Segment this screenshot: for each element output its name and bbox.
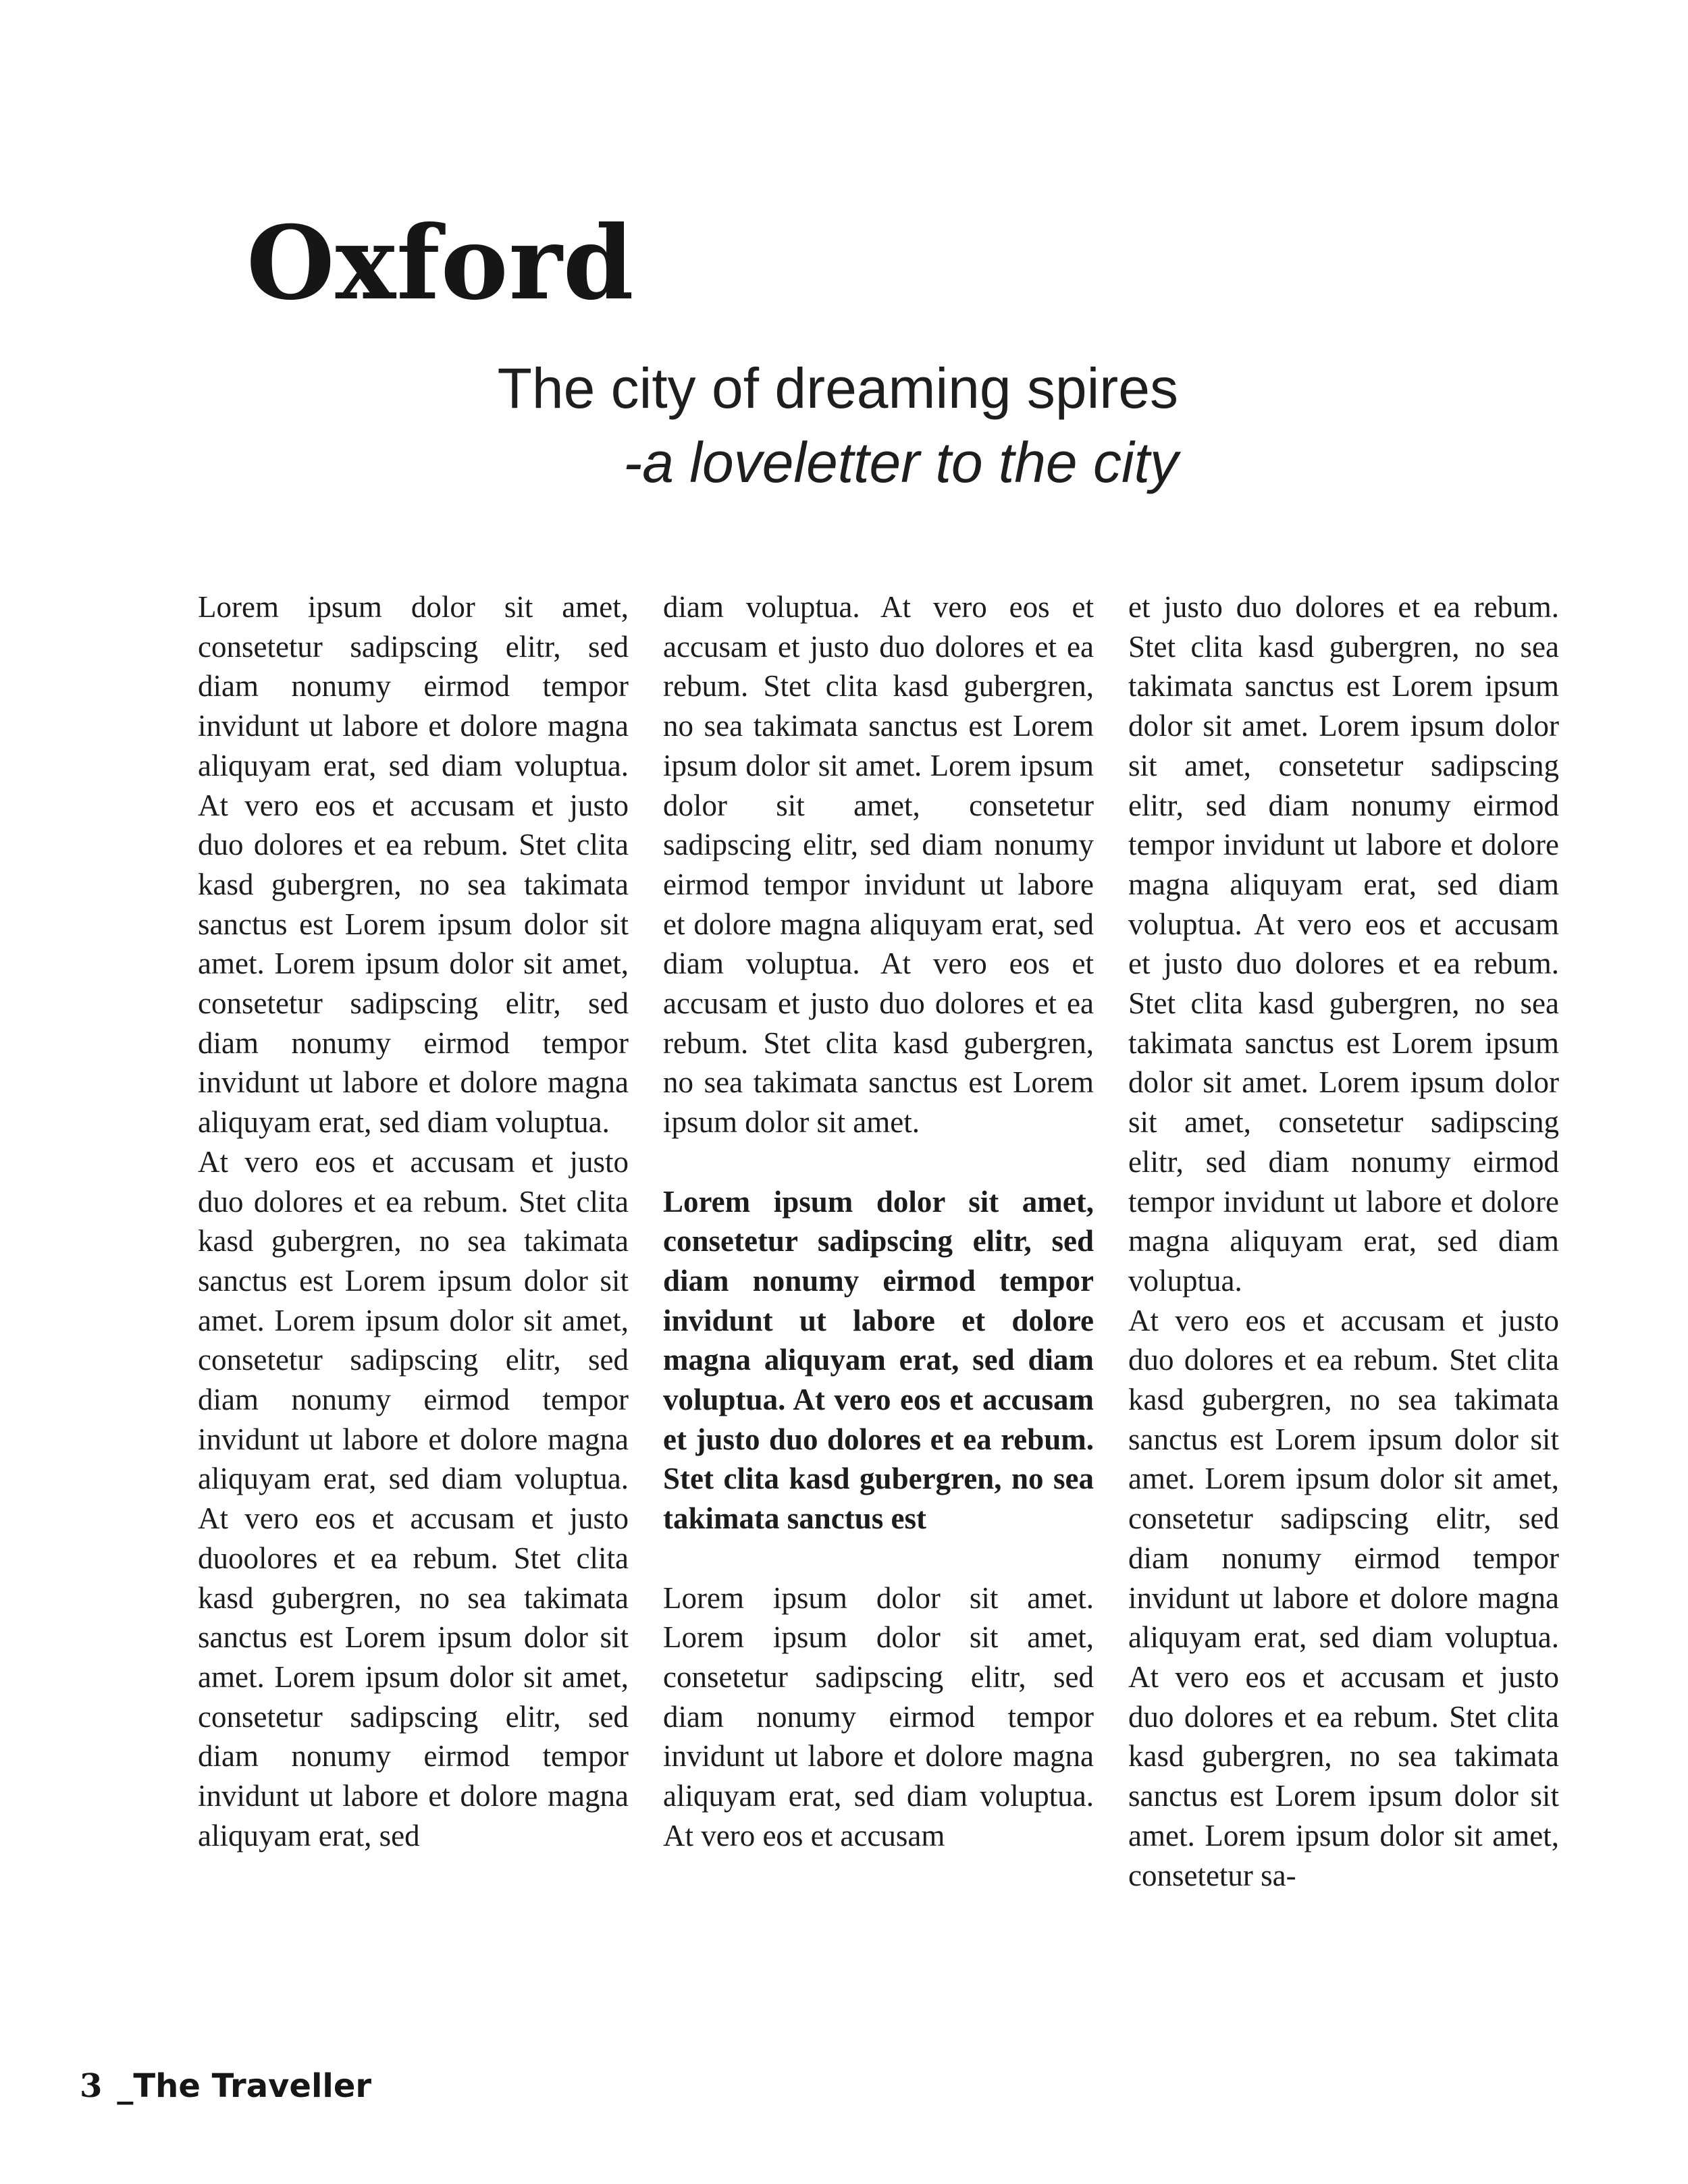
body-paragraph: Lorem ipsum dolor sit amet, consetetur sadipscing elitr, sed diam nonumy eirmod tempor invidunt ut labore et dolore magna aliquyam erat, sed diam voluptua. At vero eos et accusam et justo duo dolores et ea rebum. Stet clita kasd gubergren, no sea takimata sanctus est Lorem ipsum dolor sit amet. Lorem ipsum dolor sit amet, consetetur sadipscing elitr, sed diam nonumy eirmod tempor invidunt ut labore et dolore magna aliquyam erat, sed diam voluptua.: [198, 590, 629, 1140]
body-paragraph: At vero eos et accusam et justo duo dolores et ea rebum. Stet clita kasd gubergren, no sea takimata sanctus est Lorem ipsum dolor sit amet. Lorem ipsum dolor sit amet, consetetur sadipscing elitr, sed diam nonumy eirmod tempor invidunt ut labore et dolore magna aliquyam erat, sed diam voluptua. At vero eos et accusam et justo duo dolores et ea rebum. Stet clita kasd gubergren, no sea takimata sanctus est Lorem ipsum dolor sit amet. Lorem ipsum dolor sit amet, consetetur sa-: [1128, 1303, 1559, 1892]
page-footer: [80, 2066, 371, 2106]
body-paragraph: et justo duo dolores et ea rebum. Stet clita kasd gubergren, no sea takimata sanctus est Lorem ipsum dolor sit amet. Lorem ipsum dolor sit amet, consetetur sadipscing elitr, sed diam nonumy eirmod tempor invidunt ut labore et dolore magna aliquyam erat, sed diam voluptua. At vero eos et accusam et justo duo dolores et ea rebum. Stet clita kasd gubergren, no sea takimata sanctus est Lorem ipsum dolor sit amet. Lorem ipsum dolor sit amet, consetetur sadipscing elitr, sed diam nonumy eirmod tempor invidunt ut labore et dolore magna aliquyam erat, sed diam voluptua.: [1128, 590, 1559, 1298]
article-body: [198, 587, 1559, 1895]
page-number: 3: [80, 2067, 103, 2105]
article-title: Oxford: [246, 204, 635, 323]
article-subtitle-block: [498, 351, 1178, 500]
text-column-3: [1128, 587, 1559, 1895]
text-column-1: [198, 587, 629, 1895]
article-subtitle: The city of dreaming spires: [497, 356, 1178, 420]
article-tagline: -a loveletter to the city: [623, 431, 1178, 494]
bold-lead-paragraph: Lorem ipsum dolor sit amet, consetetur sadipscing elitr, sed diam nonumy eirmod tempor invidunt ut labore et dolore magna aliquyam erat, sed diam voluptua. At vero eos et accusam et justo duo dolores et ea rebum. Stet clita kasd gubergren, no sea takimata sanctus est: [663, 1184, 1094, 1536]
body-paragraph: diam voluptua. At vero eos et accusam et justo duo dolores et ea rebum. Stet clita kasd gubergren, no sea takimata sanctus est Lorem ipsum dolor sit amet. Lorem ipsum dolor sit amet, consetetur sadipscing elitr, sed diam nonumy eirmod tempor invidunt ut labore et dolore magna aliquyam erat, sed diam voluptua. At vero eos et accusam et justo duo dolores et ea rebum. Stet clita kasd gubergren, no sea takimata sanctus est Lorem ipsum dolor sit amet.: [663, 590, 1094, 1140]
body-paragraph: Lorem ipsum dolor sit amet. Lorem ipsum dolor sit amet, consetetur sadipscing elitr, sed diam nonumy eirmod tempor invidunt ut labore et dolore magna aliquyam erat, sed diam voluptua. At vero eos et accusam: [663, 1580, 1094, 1853]
text-column-2: [663, 587, 1094, 1895]
publication-name: _The Traveller: [117, 2067, 372, 2105]
body-paragraph: At vero eos et accusam et justo duo dolores et ea rebum. Stet clita kasd gubergren, no sea takimata sanctus est Lorem ipsum dolor sit amet. Lorem ipsum dolor sit amet, consetetur sadipscing elitr, sed diam nonumy eirmod tempor invidunt ut labore et dolore magna aliquyam erat, sed diam voluptua. At vero eos et accusam et justo duoolores et ea rebum. Stet clita kasd gubergren, no sea takimata sanctus est Lorem ipsum dolor sit amet. Lorem ipsum dolor sit amet, consetetur sadipscing elitr, sed diam nonumy eirmod tempor invidunt ut labore et dolore magna aliquyam erat, sed: [198, 1144, 629, 1853]
